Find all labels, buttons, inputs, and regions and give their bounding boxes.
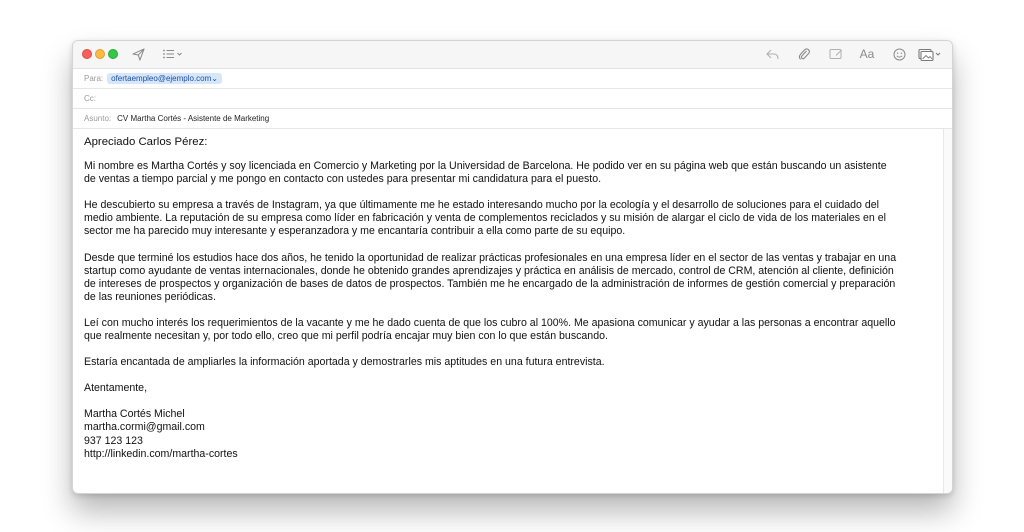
- paragraph-3-line-2: startup como ayudante de ventas internacionales, donde he obtenido grandes aprendizajes y práctica en análisis de mercado, control de CRM, atención al cliente, definición: [84, 264, 894, 277]
- signature-link: http://linkedin.com/martha-cortes: [84, 447, 238, 460]
- list-format-icon[interactable]: [161, 45, 185, 63]
- closing: Atentamente,: [84, 382, 148, 395]
- send-icon[interactable]: [129, 45, 147, 63]
- paragraph-3-line-3: de intereses de prospectos y organización de bases de datos de prospectos. También me he encargado de la administración de informes de gestión comercial y preparación: [84, 277, 896, 290]
- subject-field-row[interactable]: [73, 109, 952, 129]
- paragraph-4-line-2: que realmente necesitan y, por todo ello, creo que mi perfil podría encajar muy bien con lo que están buscando.: [84, 330, 608, 343]
- attachment-icon[interactable]: [795, 45, 813, 63]
- greeting: Apreciado Carlos Pérez:: [84, 136, 208, 148]
- paragraph-5: Estaría encantada de ampliarles la información aportada y demostrarles mis aptitudes en una futura entrevista.: [84, 356, 605, 369]
- reply-icon[interactable]: [763, 45, 781, 63]
- signature-phone: 937 123 123: [84, 434, 143, 447]
- paragraph-4-line-1: Leí con mucho interés los requerimientos de la vacante y me he dado cuenta de que los cubro al 100%. Me apasiona comunicar y ayudar a las personas a encontrar aquello: [84, 316, 896, 329]
- paragraph-3-line-4: de las reuniones periódicas.: [84, 290, 216, 303]
- emoji-icon[interactable]: [890, 45, 908, 63]
- toolbar: [73, 41, 952, 69]
- minimize-window-button[interactable]: [95, 49, 105, 59]
- subject-label: Asunto:: [84, 114, 112, 123]
- scrollbar[interactable]: [943, 129, 952, 493]
- subject-field[interactable]: CV Martha Cortés - Asistente de Marketing: [117, 114, 270, 123]
- cc-label: Cc:: [84, 94, 96, 103]
- font-icon[interactable]: Aa: [859, 47, 875, 61]
- to-recipient-chip[interactable]: ofertaempleo@ejemplo.com⌄: [107, 73, 222, 84]
- message-body[interactable]: [84, 136, 934, 461]
- signature-email: martha.cormi@gmail.com: [84, 421, 205, 434]
- paragraph-1-line-1: Mi nombre es Martha Cortés y soy licenciada en Comercio y Marketing por la Universidad de Barcelona. He podido ver en su página web que están buscando un asistente: [84, 160, 887, 173]
- cc-field-row[interactable]: [73, 89, 952, 109]
- paragraph-2-line-2: medio ambiente. La reputación de su empresa como líder en fabricación y venta de complementos reciclados y su misión de alargar el ciclo de vida de los materiales en el: [84, 212, 887, 225]
- mail-compose-window: [72, 40, 953, 494]
- zoom-window-button[interactable]: [108, 49, 118, 59]
- signature-name: Martha Cortés Michel: [84, 408, 185, 421]
- paragraph-2-line-3: sector me ha parecido muy interesante y esperanzadora y me encantaría contribuir a ella como parte de su equipo.: [84, 225, 626, 238]
- close-window-button[interactable]: [82, 49, 92, 59]
- paragraph-1-line-2: de ventas a tiempo parcial y me pongo en contacto con ustedes para presentar mi candidatura para el puesto.: [84, 173, 602, 186]
- photo-browser-icon[interactable]: [916, 45, 944, 63]
- paragraph-2-line-1: He descubierto su empresa a través de Instagram, ya que últimamente me he estado interesando mucho por la ecología y el desarrollo de soluciones para el cuidado del: [84, 199, 879, 212]
- to-field-row: [73, 69, 952, 89]
- paragraph-3-line-1: Desde que terminé los estudios hace dos años, he tenido la oportunidad de realizar prácticas profesionales en una empresa líder en el sector de las ventas y trabajar en una: [84, 251, 897, 264]
- markup-icon[interactable]: [827, 45, 845, 63]
- to-label: Para:: [84, 74, 104, 83]
